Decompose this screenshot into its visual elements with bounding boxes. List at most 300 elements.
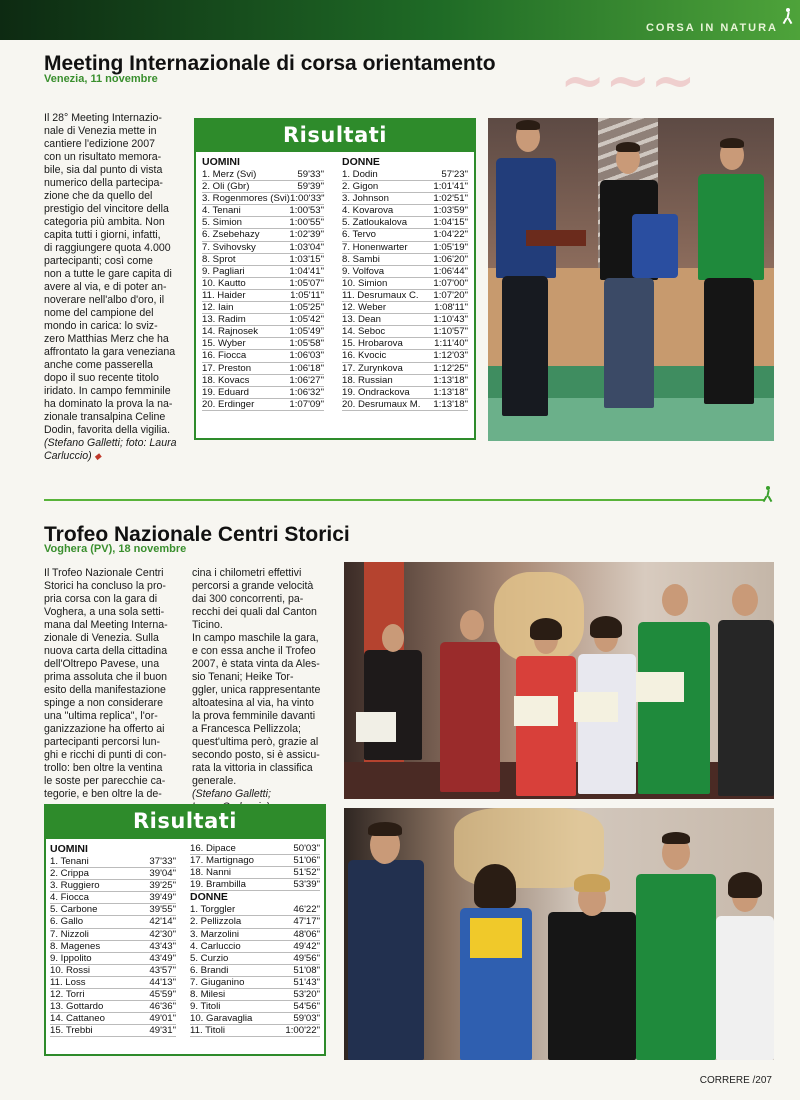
result-row bbox=[202, 399, 324, 411]
body-text-line: dai 300 concorrenti, pa- bbox=[192, 593, 304, 605]
result-row bbox=[190, 1013, 320, 1025]
athlete-name: 9. Pagliari bbox=[202, 265, 245, 277]
body-text-line: numerico della partecipa- bbox=[44, 177, 163, 189]
athlete-name: 2. Oli (Gbr) bbox=[202, 181, 250, 193]
body-text-line: dopo il suo recente titolo bbox=[44, 372, 159, 384]
athlete-name: 7. Giuganino bbox=[190, 976, 245, 988]
result-row bbox=[50, 904, 176, 916]
athlete-name: 4. Tenani bbox=[202, 205, 241, 217]
runner-icon bbox=[762, 486, 774, 502]
photo-credit-line: (Stefano Galletti; bbox=[192, 788, 271, 800]
body-text-line: cina i chilometri effettivi bbox=[192, 567, 302, 579]
body-text-line: Il 28° Meeting Internazio- bbox=[44, 112, 162, 124]
athlete-name: 9. Titoli bbox=[190, 1001, 221, 1013]
result-row bbox=[342, 302, 468, 314]
result-row bbox=[190, 941, 320, 953]
finish-time: 1:03'15" bbox=[289, 253, 324, 265]
athlete-name: 19. Eduard bbox=[202, 386, 249, 398]
result-row bbox=[190, 953, 320, 965]
finish-time: 51'06" bbox=[293, 855, 320, 867]
finish-time: 1:08'11" bbox=[434, 302, 468, 314]
finish-time: 1:06'27" bbox=[289, 374, 324, 386]
finish-time: 42'30" bbox=[149, 928, 176, 940]
result-row bbox=[342, 314, 468, 326]
athlete-name: 10. Rossi bbox=[50, 964, 90, 976]
athlete-name: 15. Trebbi bbox=[50, 1025, 93, 1037]
body-text-line: avere al via, e di poter an- bbox=[44, 281, 167, 293]
result-row bbox=[342, 326, 468, 338]
athlete-name: 9. Ippolito bbox=[50, 952, 92, 964]
finish-time: 1:00'33" bbox=[289, 193, 325, 205]
athlete-name: 2. Crippa bbox=[50, 868, 89, 880]
finish-time: 1:07'20" bbox=[433, 289, 468, 301]
athlete-name: 6. Tervo bbox=[342, 229, 376, 241]
finish-time: 1:06'18" bbox=[289, 362, 324, 374]
body-text-line: non a tutte le gare capita di bbox=[44, 268, 172, 280]
finish-time: 46'22" bbox=[293, 904, 320, 916]
body-text-line: zionale di Venezia. Sulla bbox=[44, 632, 159, 644]
result-row bbox=[50, 868, 176, 880]
finish-time: 1:12'25" bbox=[433, 362, 468, 374]
finish-time: 43'57" bbox=[149, 964, 176, 976]
athlete-name: 17. Zurynkova bbox=[342, 362, 403, 374]
athlete-name: 3. Ruggiero bbox=[50, 880, 100, 892]
athlete-name: 14. Rajnosek bbox=[202, 326, 258, 338]
athlete-name: 10. Garavaglia bbox=[190, 1013, 253, 1025]
finish-time: 1:05'25" bbox=[289, 302, 324, 314]
athlete-name: 8. Magenes bbox=[50, 940, 101, 952]
body-text-line: generale. bbox=[192, 775, 237, 787]
athlete-name: 1. Merz (Svi) bbox=[202, 169, 257, 180]
athlete-name: 14. Cattaneo bbox=[50, 1013, 105, 1025]
athlete-name: 6. Zsebehazy bbox=[202, 229, 260, 241]
men-category-label: UOMINI bbox=[202, 156, 240, 168]
body-text-line: bile, sia dal punto di vista bbox=[44, 164, 163, 176]
athlete-name: 20. Erdinger bbox=[202, 398, 255, 410]
result-row bbox=[50, 965, 176, 977]
result-row bbox=[202, 193, 324, 205]
result-row bbox=[202, 290, 324, 302]
finish-time: 39'55" bbox=[149, 904, 176, 916]
results-title: Risultati bbox=[194, 118, 476, 152]
finish-time: 1:05'42" bbox=[289, 314, 324, 326]
finish-time: 1:10'43" bbox=[433, 314, 468, 326]
athlete-name: 3. Johnson bbox=[342, 193, 389, 205]
body-text-line: zero Matthias Merz che ha bbox=[44, 333, 169, 345]
finish-time: 49'31" bbox=[149, 1025, 176, 1037]
athlete-name: 2. Gigon bbox=[342, 181, 379, 193]
athlete-name: 5. Simion bbox=[202, 217, 242, 229]
body-text-line: e con essa anche il Trofeo bbox=[192, 645, 316, 657]
finish-time: 1:06'32" bbox=[289, 386, 324, 398]
athlete-name: 8. Sambi bbox=[342, 253, 380, 265]
body-text-line: Il Trofeo Nazionale Centri bbox=[44, 567, 164, 579]
result-row bbox=[342, 242, 468, 254]
runner-icon bbox=[782, 8, 794, 24]
body-text-line: Storici ha concluso la pro- bbox=[44, 580, 166, 592]
result-row bbox=[190, 1025, 320, 1037]
finish-time: 1:03'59" bbox=[433, 205, 468, 217]
result-row bbox=[202, 205, 324, 217]
body-text-line: quest'ultima però, grazie al bbox=[192, 736, 319, 748]
finish-time: 1:11'40" bbox=[434, 338, 468, 350]
result-row bbox=[50, 929, 176, 941]
result-row bbox=[202, 387, 324, 399]
result-row bbox=[342, 338, 468, 350]
body-text-line: Voghera, a una sola setti- bbox=[44, 606, 165, 618]
finish-time: 59'03" bbox=[293, 1013, 320, 1025]
body-text-line: sio Tenani; Heike Tor- bbox=[192, 671, 294, 683]
article2-title: Trofeo Nazionale Centri Storici bbox=[44, 523, 350, 546]
finish-time: 53'20" bbox=[293, 989, 320, 1001]
finish-time: 1:01'41" bbox=[433, 181, 468, 193]
body-text-line: ganizzazione ha offerto ai bbox=[44, 723, 165, 735]
athlete-name: 19. Brambilla bbox=[190, 879, 246, 891]
result-row bbox=[202, 338, 324, 350]
finish-time: 54'56" bbox=[293, 1001, 320, 1013]
body-text-line: tegorie, e ben oltre la de- bbox=[44, 788, 162, 800]
finish-time: 47'17" bbox=[293, 916, 320, 928]
finish-time: 1:04'15" bbox=[433, 217, 468, 229]
body-text-line: trollo: ben oltre la ventina bbox=[44, 762, 163, 774]
finish-time: 37'33" bbox=[149, 856, 176, 867]
result-row bbox=[202, 217, 324, 229]
result-row bbox=[342, 278, 468, 290]
result-row bbox=[50, 880, 176, 892]
results-title: Risultati bbox=[44, 804, 326, 839]
body-text-line: ghi e ricchi di punti di con- bbox=[44, 749, 167, 761]
podium-photo-voghera-men bbox=[344, 562, 774, 799]
finish-time: 1:13'18" bbox=[433, 386, 468, 398]
finish-time: 1:13'18" bbox=[433, 398, 468, 410]
athlete-name: 16. Dipace bbox=[190, 843, 236, 854]
body-text-line: prima assoluta che il buon bbox=[44, 671, 168, 683]
result-row bbox=[342, 363, 468, 375]
body-text-line: pria corsa con la gara di bbox=[44, 593, 158, 605]
body-text-line: 2007, è stata vinta da Ales- bbox=[192, 658, 320, 670]
athlete-name: 11. Titoli bbox=[190, 1025, 226, 1037]
body-text-line: esito della manifestazione bbox=[44, 684, 166, 696]
athlete-name: 1. Torggler bbox=[190, 904, 236, 916]
body-text-line: categoria più ambita. Non bbox=[44, 216, 165, 228]
results-box-voghera bbox=[44, 804, 326, 1056]
body-text-line: secondo posto, si è assicu- bbox=[192, 749, 320, 761]
result-row bbox=[190, 977, 320, 989]
article2-subtitle: Voghera (PV), 18 novembre bbox=[44, 543, 187, 555]
result-row bbox=[202, 350, 324, 362]
result-row bbox=[50, 916, 176, 928]
result-row bbox=[342, 169, 468, 181]
finish-time: 1:06'44" bbox=[433, 265, 468, 277]
result-row bbox=[202, 242, 324, 254]
finish-time: 1:05'19" bbox=[433, 241, 468, 253]
finish-time: 1:02'39" bbox=[289, 229, 324, 241]
finish-time: 1:00'55" bbox=[289, 217, 324, 229]
section-divider bbox=[44, 499, 764, 501]
athlete-name: 6. Brandi bbox=[190, 964, 229, 976]
athlete-name: 13. Gottardo bbox=[50, 1001, 104, 1013]
result-row bbox=[202, 375, 324, 387]
athlete-name: 4. Kovarova bbox=[342, 205, 394, 217]
finish-time: 1:10'57" bbox=[433, 326, 468, 338]
athlete-name: 20. Desrumaux M. bbox=[342, 398, 421, 410]
result-row bbox=[342, 193, 468, 205]
athlete-name: 7. Svihovsky bbox=[202, 241, 256, 253]
finish-time: 51'43" bbox=[293, 976, 320, 988]
body-text-line: a Francesca Pellizzola; bbox=[192, 723, 301, 735]
finish-time: 1:06'20" bbox=[433, 253, 468, 265]
finish-time: 57'23" bbox=[441, 169, 468, 180]
finish-time: 1:00'53" bbox=[289, 205, 324, 217]
body-text-line: spinge a non considerare bbox=[44, 697, 163, 709]
photo-credit-line: Carluccio) ◆ bbox=[44, 450, 102, 462]
body-text-line: recchi dei quali dal Canton bbox=[192, 606, 317, 618]
article2-body-col1 bbox=[44, 567, 192, 801]
body-text-line: partecipanti; così come bbox=[44, 255, 153, 267]
athlete-name: 7. Honenwarter bbox=[342, 241, 408, 253]
finish-time: 59'39" bbox=[297, 181, 324, 193]
result-row bbox=[50, 1001, 176, 1013]
podium-photo-voghera-women bbox=[344, 808, 774, 1060]
body-text-line: la prova femminile davanti bbox=[192, 710, 316, 722]
body-text-line: Dodin, favorita della vigilia. bbox=[44, 424, 171, 436]
athlete-name: 11. Desrumaux C. bbox=[342, 289, 419, 301]
body-text-line: zione che da quello del bbox=[44, 190, 153, 202]
page-footer: CORRERE /207 bbox=[699, 1075, 772, 1086]
women-results-list bbox=[342, 169, 468, 411]
athlete-name: 15. Wyber bbox=[202, 338, 246, 350]
result-row bbox=[342, 387, 468, 399]
result-row bbox=[190, 916, 320, 928]
athlete-name: 5. Carbone bbox=[50, 904, 98, 916]
background-decoration: ~~~ bbox=[560, 48, 696, 112]
podium-photo-venezia bbox=[488, 118, 774, 441]
athlete-name: 12. Torri bbox=[50, 989, 85, 1001]
body-text-line: ggler, unica rappresentante bbox=[192, 684, 321, 696]
athlete-name: 1. Tenani bbox=[50, 856, 89, 867]
result-row bbox=[202, 314, 324, 326]
body-text-line: Ticino. bbox=[192, 619, 223, 631]
men-results-list bbox=[202, 169, 324, 411]
result-row bbox=[190, 867, 320, 879]
athlete-name: 7. Nizzoli bbox=[50, 928, 89, 940]
athlete-name: 18. Kovacs bbox=[202, 374, 250, 386]
finish-time: 1:13'18" bbox=[433, 374, 468, 386]
athlete-name: 14. Seboc bbox=[342, 326, 386, 338]
athlete-name: 12. Iain bbox=[202, 302, 234, 314]
result-row bbox=[342, 350, 468, 362]
athlete-name: 4. Fiocca bbox=[50, 892, 89, 904]
finish-time: 1:00'22" bbox=[285, 1025, 320, 1037]
men-results-list bbox=[50, 856, 176, 1037]
body-text-line: nome del campione del bbox=[44, 307, 154, 319]
athlete-name: 12. Weber bbox=[342, 302, 387, 314]
athlete-name: 8. Sprot bbox=[202, 253, 236, 265]
women-category-label: DONNE bbox=[342, 156, 380, 168]
article1-body bbox=[44, 112, 190, 463]
result-row bbox=[50, 989, 176, 1001]
finish-time: 44'13" bbox=[149, 976, 176, 988]
athlete-name: 10. Kautto bbox=[202, 277, 246, 289]
finish-time: 1:04'41" bbox=[289, 265, 324, 277]
body-text-line: mana dal Meeting Interna- bbox=[44, 619, 168, 631]
body-text-line: In campo maschile la gara, bbox=[192, 632, 319, 644]
body-text-line: partecipanti percorsi lun- bbox=[44, 736, 160, 748]
result-row bbox=[190, 965, 320, 977]
athlete-name: 5. Curzio bbox=[190, 952, 229, 964]
result-row bbox=[342, 266, 468, 278]
body-text-line: rata la vittoria in classifica bbox=[192, 762, 313, 774]
result-row bbox=[342, 399, 468, 411]
result-row bbox=[202, 302, 324, 314]
women-results-list bbox=[190, 904, 320, 1037]
result-row bbox=[342, 254, 468, 266]
finish-time: 49'56" bbox=[293, 952, 320, 964]
body-text-line: mondo in carica: lo sviz- bbox=[44, 320, 158, 332]
finish-time: 1:05'11" bbox=[290, 289, 324, 301]
finish-time: 59'33" bbox=[297, 169, 324, 180]
finish-time: 49'01" bbox=[149, 1013, 176, 1025]
body-text-line: nuova carta della cittadina bbox=[44, 645, 168, 657]
finish-time: 48'06" bbox=[293, 928, 320, 940]
finish-time: 1:12'03" bbox=[433, 350, 468, 362]
athlete-name: 5. Zatloukalova bbox=[342, 217, 408, 229]
finish-time: 43'43" bbox=[149, 940, 176, 952]
athlete-name: 18. Russian bbox=[342, 374, 393, 386]
finish-time: 1:05'58" bbox=[289, 338, 324, 350]
finish-time: 51'08" bbox=[293, 964, 320, 976]
result-row bbox=[342, 181, 468, 193]
result-row bbox=[50, 1013, 176, 1025]
body-text-line: noverare nell'albo d'oro, il bbox=[44, 294, 165, 306]
men-category-label: UOMINI bbox=[50, 843, 88, 855]
body-text-line: affrontato la gara veneziana bbox=[44, 346, 176, 358]
body-text-line: nale di Venezia mette in bbox=[44, 125, 157, 137]
athlete-name: 18. Nanni bbox=[190, 867, 232, 879]
finish-time: 50'03" bbox=[293, 843, 320, 854]
athlete-name: 2. Pellizzola bbox=[190, 916, 242, 928]
result-row bbox=[342, 217, 468, 229]
finish-time: 1:04'22" bbox=[433, 229, 468, 241]
result-row bbox=[50, 856, 176, 868]
finish-time: 43'49" bbox=[149, 952, 176, 964]
finish-time: 53'39" bbox=[293, 879, 320, 891]
result-row bbox=[190, 929, 320, 941]
body-text-line: prestigio del vincitore della bbox=[44, 203, 169, 215]
body-text-line: ha dominato la prova la na- bbox=[44, 398, 173, 410]
athlete-name: 16. Kvocic bbox=[342, 350, 387, 362]
finish-time: 39'25" bbox=[149, 880, 176, 892]
athlete-name: 13. Dean bbox=[342, 314, 381, 326]
body-text-line: anche come passerella bbox=[44, 359, 153, 371]
athlete-name: 16. Fiocca bbox=[202, 350, 247, 362]
body-text-line: cantiere l'edizione 2007 bbox=[44, 138, 155, 150]
men-results-list-continued bbox=[190, 843, 320, 891]
result-row bbox=[50, 941, 176, 953]
athlete-name: 3. Marzolini bbox=[190, 928, 240, 940]
result-row bbox=[50, 977, 176, 989]
result-row bbox=[202, 229, 324, 241]
athlete-name: 13. Radim bbox=[202, 314, 246, 326]
athlete-name: 17. Preston bbox=[202, 362, 252, 374]
athlete-name: 10. Simion bbox=[342, 277, 388, 289]
section-label: CORSA IN NATURA bbox=[645, 22, 778, 34]
finish-time: 49'42" bbox=[293, 940, 320, 952]
athlete-name: 1. Dodin bbox=[342, 169, 378, 180]
athlete-name: 9. Volfova bbox=[342, 265, 385, 277]
body-text-line: una "ultima replica", l'or- bbox=[44, 710, 158, 722]
article1-title: Meeting Internazionale di corsa orientamento bbox=[44, 52, 496, 75]
result-row bbox=[50, 1025, 176, 1037]
athlete-name: 19. Ondrackova bbox=[342, 386, 410, 398]
body-text-line: zionale transalpina Celine bbox=[44, 411, 166, 423]
finish-time: 1:05'49" bbox=[289, 326, 324, 338]
end-mark-icon: ◆ bbox=[91, 451, 102, 461]
body-text-line: capita tutti i giorni, infatti, bbox=[44, 229, 161, 241]
finish-time: 45'59" bbox=[149, 989, 176, 1001]
body-text-line: iridato. In campo femminile bbox=[44, 385, 171, 397]
body-text-line: percorsi a grande velocità bbox=[192, 580, 314, 592]
result-row bbox=[190, 855, 320, 867]
results-box-venezia bbox=[194, 118, 476, 440]
article2-body-col2 bbox=[192, 567, 340, 814]
body-text-line: altoatesina al via, ha vinto bbox=[192, 697, 314, 709]
finish-time: 42'14" bbox=[149, 916, 176, 928]
result-row bbox=[50, 892, 176, 904]
finish-time: 1:03'04" bbox=[289, 241, 324, 253]
result-row bbox=[202, 363, 324, 375]
body-text-line: con un risultato memora- bbox=[44, 151, 162, 163]
finish-time: 46'36" bbox=[149, 1001, 176, 1013]
result-row bbox=[202, 181, 324, 193]
result-row bbox=[190, 843, 320, 855]
section-banner bbox=[0, 0, 800, 40]
athlete-name: 15. Hrobarova bbox=[342, 338, 403, 350]
finish-time: 51'52" bbox=[293, 867, 320, 879]
finish-time: 39'49" bbox=[149, 892, 176, 904]
result-row bbox=[50, 953, 176, 965]
finish-time: 1:07'00" bbox=[433, 277, 468, 289]
result-row bbox=[202, 254, 324, 266]
finish-time: 1:07'09" bbox=[289, 398, 324, 410]
result-row bbox=[342, 229, 468, 241]
result-row bbox=[342, 290, 468, 302]
result-row bbox=[342, 375, 468, 387]
women-category-label: DONNE bbox=[190, 891, 228, 904]
result-row bbox=[202, 169, 324, 181]
finish-time: 1:06'03" bbox=[289, 350, 324, 362]
article1-subtitle: Venezia, 11 novembre bbox=[44, 73, 158, 85]
finish-time: 1:02'51" bbox=[433, 193, 468, 205]
athlete-name: 11. Loss bbox=[50, 976, 86, 988]
result-row bbox=[202, 278, 324, 290]
result-row bbox=[190, 879, 320, 891]
athlete-name: 6. Gallo bbox=[50, 916, 84, 928]
finish-time: 1:05'07" bbox=[289, 277, 324, 289]
athlete-name: 8. Milesi bbox=[190, 989, 226, 1001]
finish-time: 39'04" bbox=[149, 868, 176, 880]
athlete-name: 3. Rogenmores (Svi) bbox=[202, 193, 290, 205]
result-row bbox=[190, 904, 320, 916]
photo-credit-line: (Stefano Galletti; foto: Laura bbox=[44, 437, 177, 449]
result-row bbox=[190, 1001, 320, 1013]
athlete-name: 11. Haider bbox=[202, 289, 246, 301]
result-row bbox=[342, 205, 468, 217]
result-row bbox=[202, 266, 324, 278]
body-text-line: di raggiungere quota 4.000 bbox=[44, 242, 171, 254]
body-text-line: dell'Oltrepo Pavese, una bbox=[44, 658, 160, 670]
athlete-name: 4. Carluccio bbox=[190, 940, 241, 952]
